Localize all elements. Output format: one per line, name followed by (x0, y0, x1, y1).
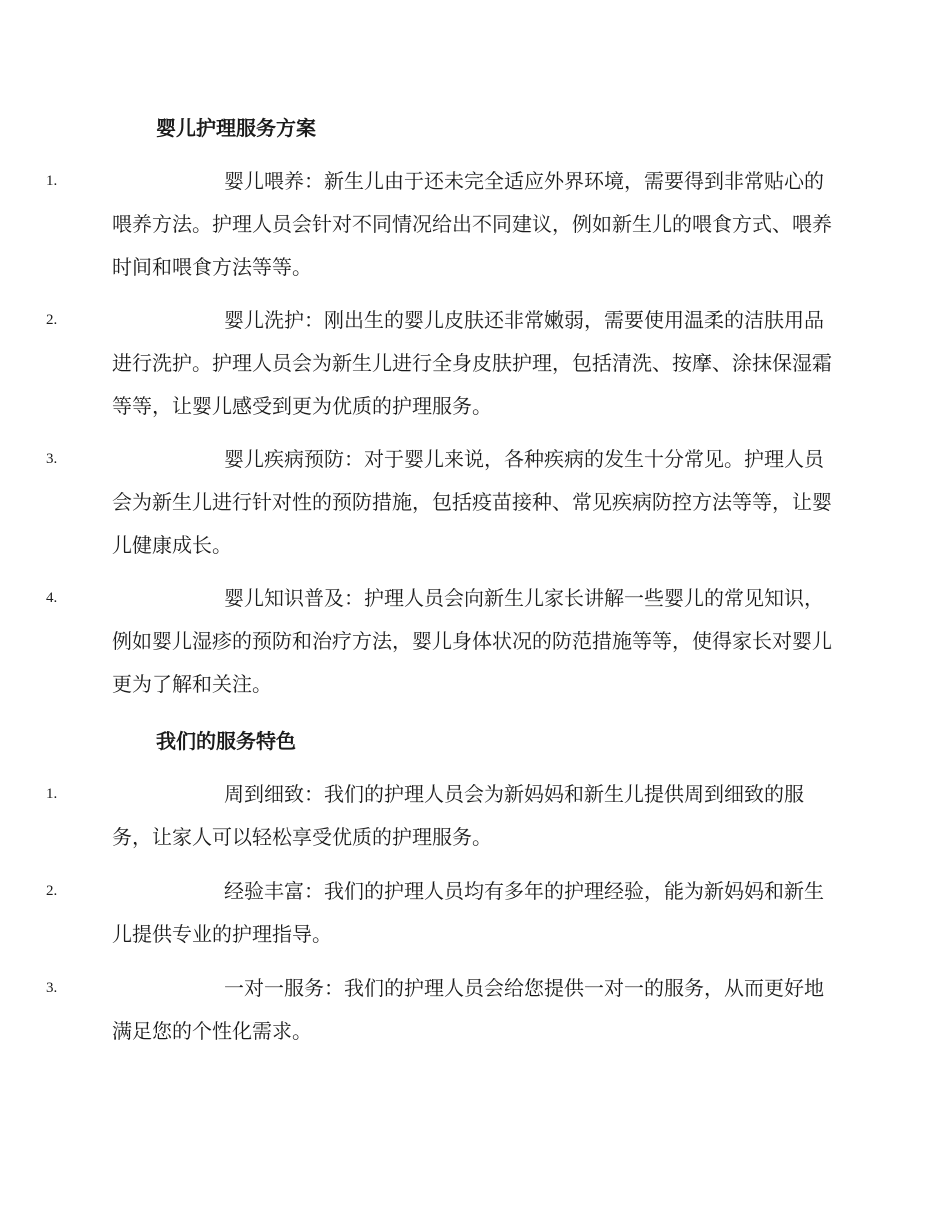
list-item-text: 婴儿疾病预防：对于婴儿来说，各种疾病的发生十分常见。护理人员会为新生儿进行针对性的预防措施，包括疫苗接种、常见疾病防控方法等等，让婴儿健康成长。 (112, 447, 832, 557)
list-item-text: 婴儿知识普及：护理人员会向新生儿家长讲解一些婴儿的常见知识，例如婴儿湿疹的预防和治疗方法，婴儿身体状况的防范措施等等，使得家长对婴儿更为了解和关注。 (112, 586, 832, 696)
list-item-number: 3. (46, 980, 58, 996)
list-item-text: 婴儿洗护：刚出生的婴儿皮肤还非常嫩弱，需要使用温柔的洁肤用品进行洗护。护理人员会为新生儿进行全身皮肤护理，包括清洗、按摩、涂抹保湿霜等等，让婴儿感受到更为优质的护理服务。 (112, 308, 832, 418)
section-heading-care-plan: 婴儿护理服务方案 (156, 116, 316, 140)
list-item-text: 一对一服务：我们的护理人员会给您提供一对一的服务，从而更好地满足您的个性化需求。 (112, 976, 824, 1043)
list-item (46, 438, 834, 567)
list-item-number: 2. (46, 883, 58, 899)
list-item (46, 967, 834, 1053)
list-item-number: 4. (46, 590, 58, 606)
list-item-number: 3. (46, 451, 58, 467)
list-item-number: 1. (46, 173, 58, 189)
list-item (46, 160, 834, 289)
list-item (46, 870, 834, 956)
list-item-text: 婴儿喂养：新生儿由于还未完全适应外界环境，需要得到非常贴心的喂养方法。护理人员会针对不同情况给出不同建议，例如新生儿的喂食方式、喂养时间和喂食方法等等。 (112, 169, 832, 279)
list-item-number: 1. (46, 786, 58, 802)
list-item-text: 经验丰富：我们的护理人员均有多年的护理经验，能为新妈妈和新生儿提供专业的护理指导。 (112, 879, 824, 946)
list-item-text: 周到细致：我们的护理人员会为新妈妈和新生儿提供周到细致的服务，让家人可以轻松享受优质的护理服务。 (112, 782, 804, 849)
list-item (46, 577, 834, 706)
list-item-number: 2. (46, 312, 58, 328)
list-item (46, 299, 834, 428)
list-item (46, 773, 834, 859)
section-heading-features: 我们的服务特色 (156, 729, 296, 753)
